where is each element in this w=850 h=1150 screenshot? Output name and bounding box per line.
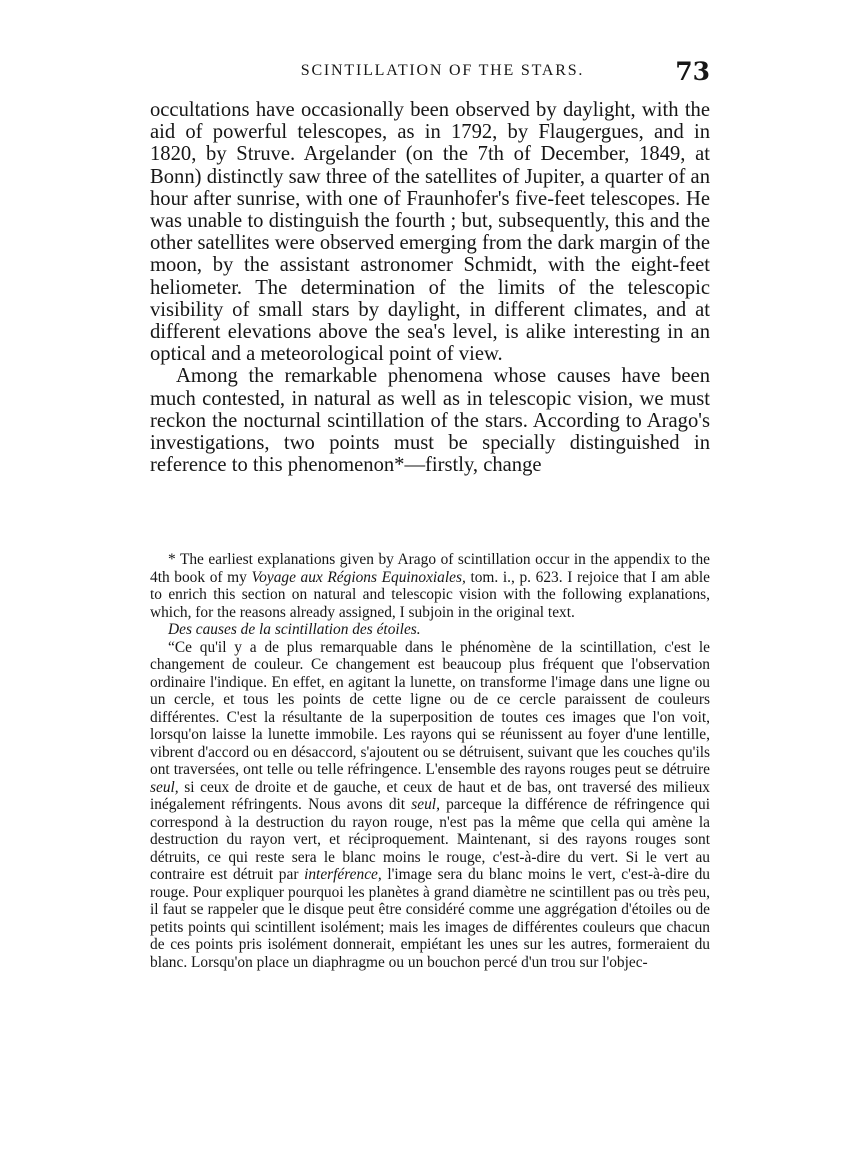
quote-text: si ceux de droite et de gauche, et ceux de haut et de bas, ont traversé des milieux inégalement réfringents. Nous avons dit	[150, 778, 710, 813]
footnote-section-heading: Des causes de la scintillation des étoiles.	[168, 621, 421, 638]
main-text	[150, 99, 710, 476]
emphasis: seul,	[150, 778, 179, 796]
running-title: SCINTILLATION OF THE STARS.	[300, 62, 585, 79]
body-paragraph: Among the remarkable phenomena whose causes have been much contested, in natural as well as in telescopic vision, we must reckon the nocturnal scintillation of the stars. According to Arago's investigations, two points must be specially distinguished in reference to this phenomenon*—firstly, change	[150, 365, 710, 477]
body-paragraph: occultations have occasionally been observed by daylight, with the aid of powerful telescopes, as in 1792, by Flaugergues, and in 1820, by Struve. Argelander (on the 7th of December, 1849, at Bonn) distinctly saw three of the satellites of Jupiter, a quarter of an hour after sunrise, with one of Fraunhofer's five-feet telescopes. He was unable to distinguish the fourth ; but, subsequently, this and the other satellites were observed emerging from the dark margin of the moon, by the assistant astronomer Schmidt, with the eight-feet heliometer. The determination of the limits of the telescopic visibility of small stars by daylight, in different climates, and at different elevations above the sea's level, is alike interesting in an optical and a meteorological point of view.	[150, 99, 710, 366]
quote-text: “Ce qu'il y a de plus remarquable dans le phénomène de la scintillation, c'est le changement de couleur. Ce changement est beaucoup plus fréquent que l'observation ordinaire l'indique. En effet, en agitant la lunette, on transforme l'image dans une ligne ou un cercle, et tous les points de cette ligne ou de ce cercle paraissent de couleurs différentes. C'est la résultante de la superposition de toutes ces images que l'on voit, lorsqu'on laisse la lunette immobile. Les rayons qui se réunissent au foyer d'une lentille, vibrent d'accord ou en désaccord, s'ajoutent ou se détruisent, suivant que les couches qu'ils ont traversées, ont telle ou telle réfringence. L'ensemble des rayons rouges peut se détruire	[150, 638, 710, 778]
footnote-text: tom. i., p. 623. I rejoice that I am able to enrich this section on natural and telescopic vision with the following explanations, which, for the reasons already assigned, I subjoin in the original text.	[150, 568, 710, 621]
footnote	[150, 551, 710, 971]
emphasis: seul,	[411, 796, 440, 813]
emphasis: interférence,	[304, 866, 382, 883]
page-number: 73	[675, 57, 710, 86]
footnote-text: * The earliest explanations given by Arago of scintillation occur in the appendix to the 4th book of my	[150, 551, 710, 586]
footnote-quote	[150, 639, 710, 972]
book-title: Voyage aux Régions Equinoxiales,	[251, 568, 466, 586]
quote-text: l'image sera du blanc moins le vert, c'est-à-dire du rouge. Pour expliquer pourquoi les planètes à grand diamètre ne scintillent pas ou très peu, il faut se rappeler que le disque peut être considéré comme une aggrégation d'étoiles ou de petits points qui scintillent isolément; mais les images de différentes couleurs que chacun de ces points pris isolément donnerait, empiétant les unes sur les autres, formeraient du blanc. Lorsqu'on place un diaphragme ou un bouchon percé d'un trou sur l'objec-	[150, 866, 711, 971]
footnote-intro	[150, 551, 710, 621]
quote-text: parceque la différence de réfringence qui correspond à la destruction du rayon rouge, n'est pas la même que cella qui amène la destruction du rayon vert, et réciproquement. Maintenant, si des rayons rouges sont détruits, ce qui reste sera le blanc moins le rouge, c'est-à-dire du vert. Si le vert au contraire est détruit par	[150, 796, 710, 883]
running-head	[150, 57, 710, 90]
